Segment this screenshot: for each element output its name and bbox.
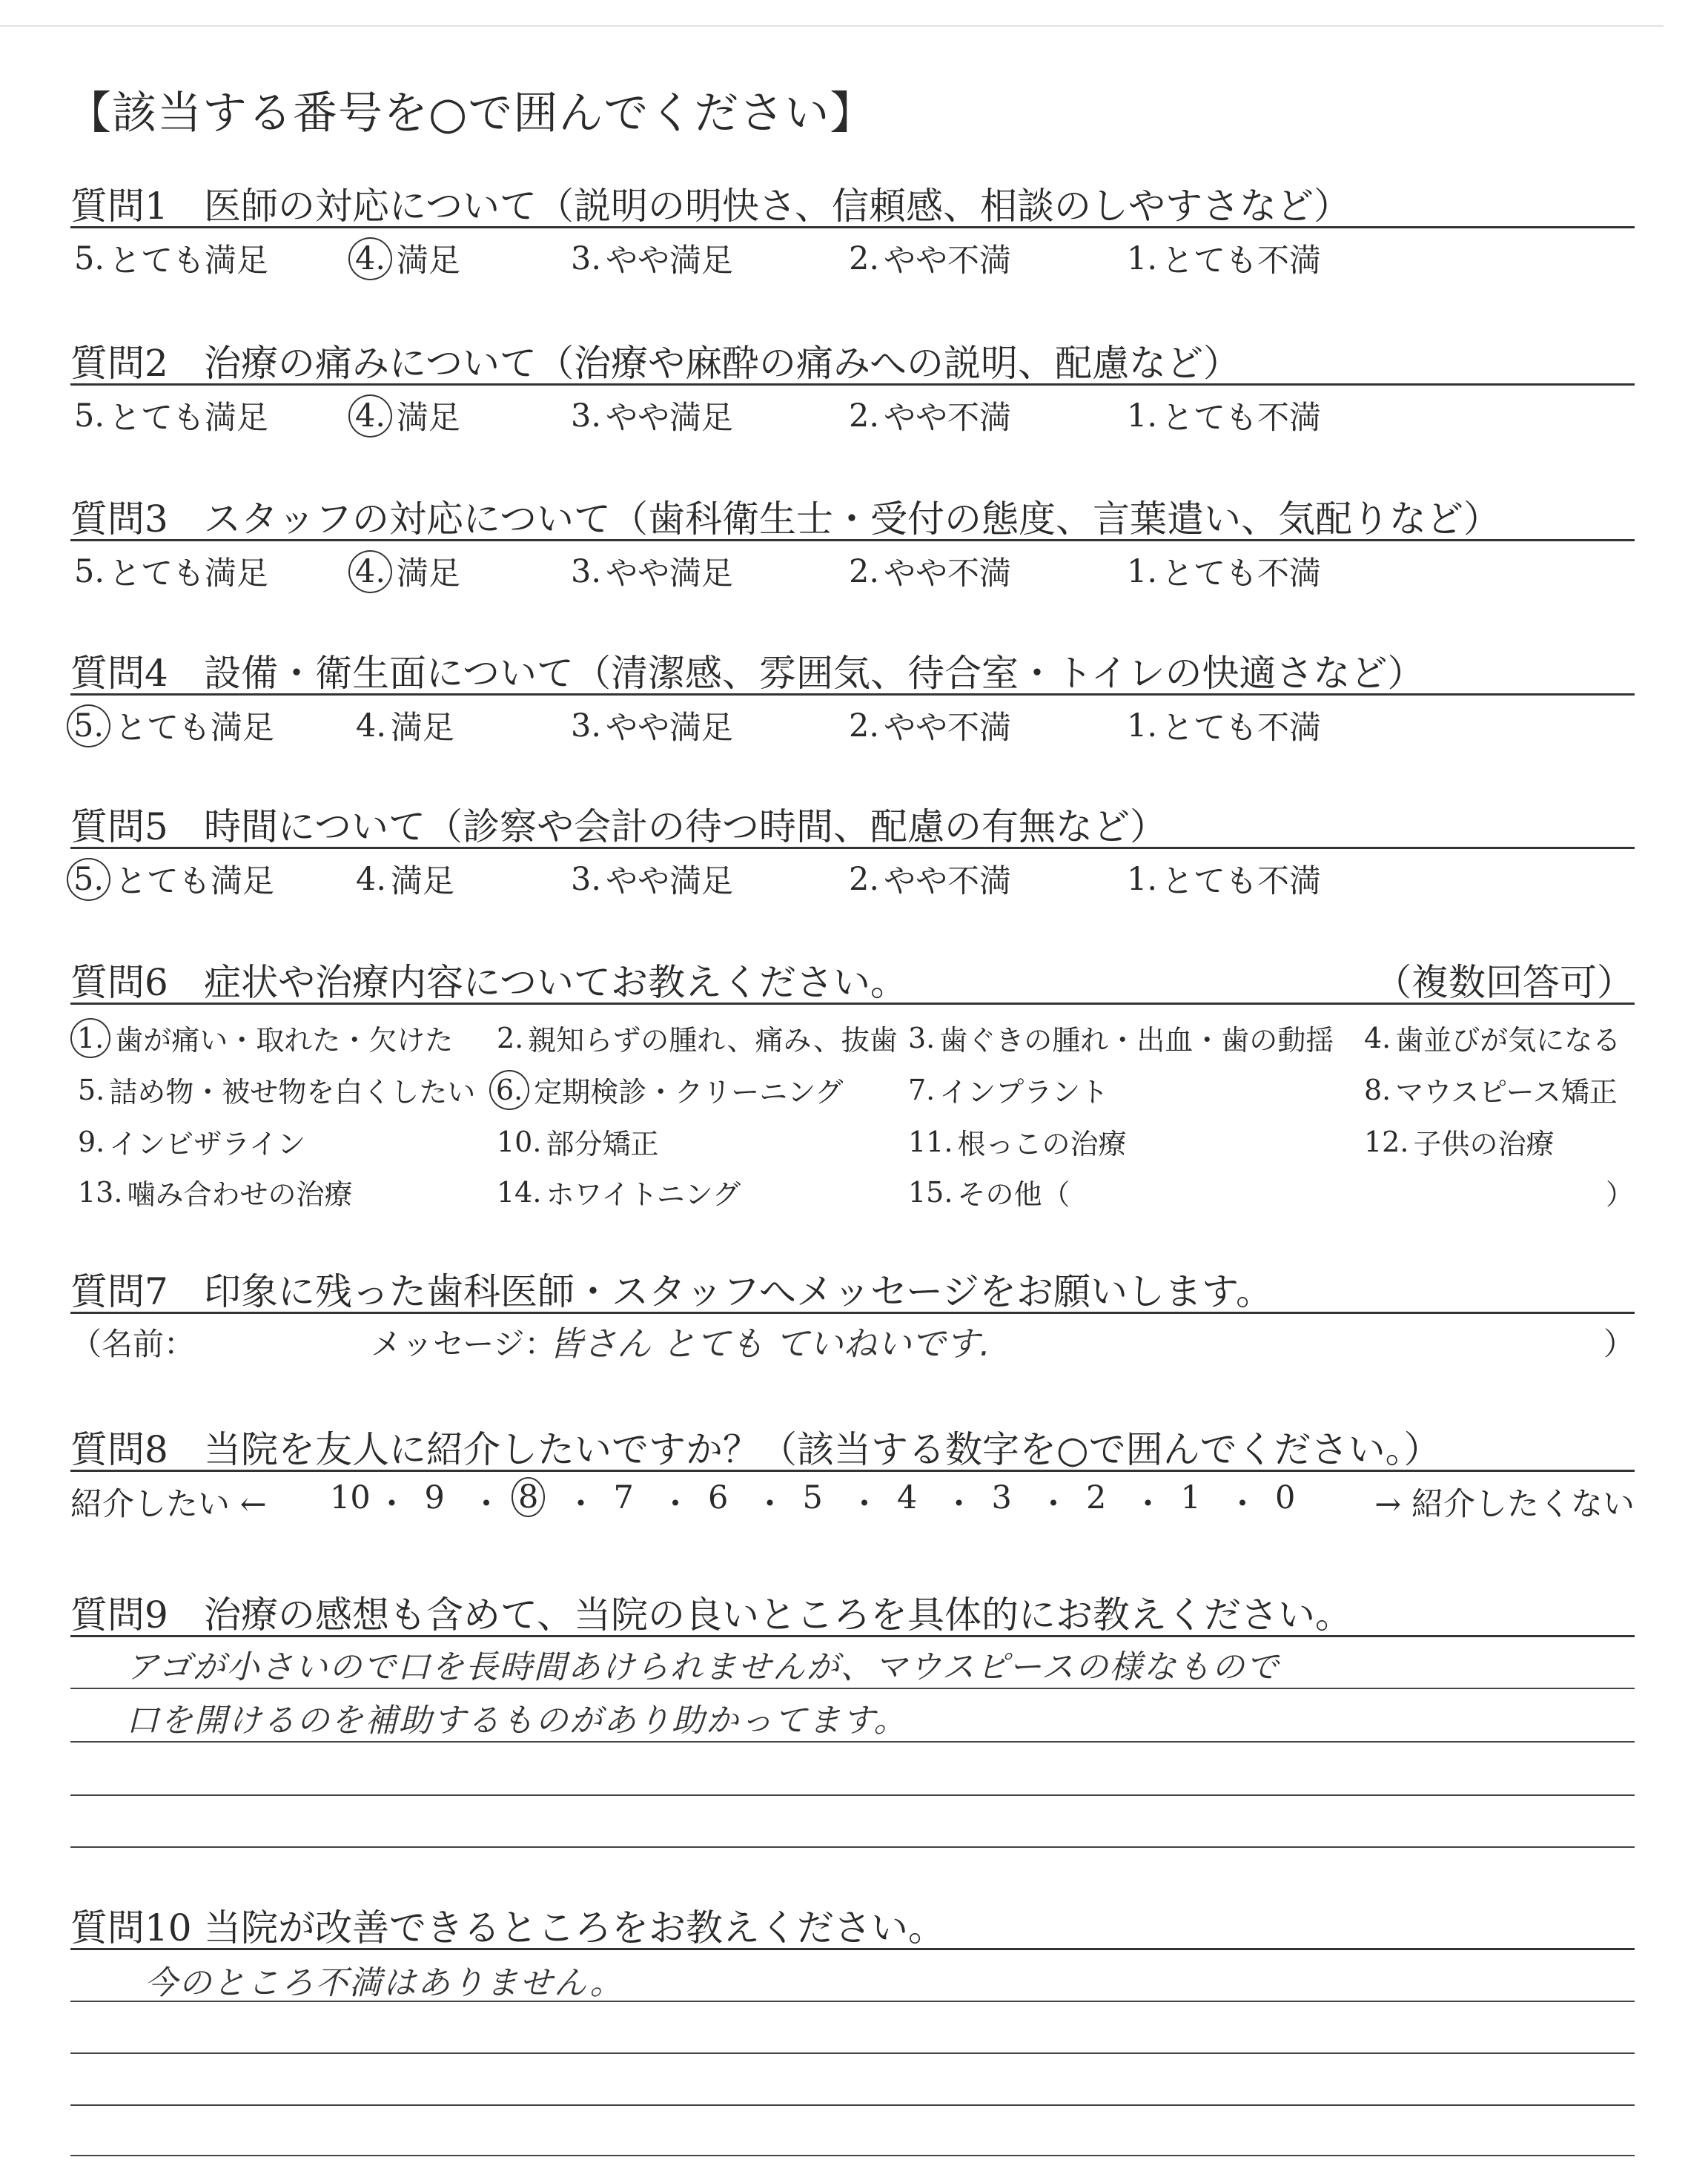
rating-options-q1 bbox=[0, 236, 1708, 280]
option-label: とても不満 bbox=[1162, 242, 1322, 280]
message-label: メッセージ： bbox=[371, 1326, 556, 1362]
option-number: 5. bbox=[74, 240, 105, 277]
scale-value[interactable]: 0 bbox=[1275, 1479, 1296, 1516]
option-number: 1. bbox=[1127, 860, 1158, 898]
rating-option[interactable] bbox=[74, 236, 268, 281]
option-number: 2. bbox=[849, 552, 880, 590]
scale-value[interactable]: 9 bbox=[424, 1479, 445, 1516]
option-number: 11. bbox=[908, 1125, 953, 1158]
question-2 bbox=[70, 334, 1240, 387]
answer-rule bbox=[70, 2052, 1635, 2054]
symptom-option[interactable] bbox=[1364, 1121, 1554, 1162]
scale-value[interactable]: 8 bbox=[512, 1477, 545, 1517]
option-label: 部分矯正 bbox=[546, 1128, 659, 1160]
option-number: 10. bbox=[497, 1125, 542, 1158]
scale-separator: ・ bbox=[1132, 1486, 1164, 1523]
option-label: やや不満 bbox=[884, 242, 1012, 280]
question-6 bbox=[70, 953, 907, 1006]
option-number: 13. bbox=[78, 1175, 123, 1209]
answer-rule bbox=[70, 2104, 1635, 2106]
rating-option[interactable] bbox=[74, 703, 274, 748]
question-number: 質問9 bbox=[70, 1593, 168, 1636]
question-number: 質問6 bbox=[70, 961, 168, 1004]
answer-rule bbox=[70, 2155, 1635, 2156]
rating-option[interactable] bbox=[849, 549, 1011, 594]
option-number: 1. bbox=[1127, 240, 1158, 277]
symptom-option[interactable] bbox=[78, 1017, 453, 1058]
answer-rule bbox=[70, 1794, 1635, 1796]
q10-answer-line-1: 今のところ不満はありません。 bbox=[145, 1964, 624, 2002]
option-label: 満足 bbox=[397, 555, 461, 592]
question-5 bbox=[70, 797, 1167, 851]
question-number: 質問7 bbox=[70, 1270, 168, 1313]
question-number: 質問4 bbox=[70, 652, 168, 695]
question-text: 印象に残った歯科医師・スタッフへメッセージをお願いします。 bbox=[204, 1270, 1273, 1313]
question-text: スタッフの対応について（歯科衛生士・受付の態度、言葉遣い、気配りなど） bbox=[204, 498, 1500, 541]
rating-option[interactable] bbox=[356, 393, 460, 438]
message-value: 皆さん とても ていねいです. bbox=[549, 1324, 990, 1364]
option-label: とても不満 bbox=[1162, 863, 1322, 900]
option-number: 3. bbox=[571, 860, 602, 898]
question-text: 時間について（診察や会計の待つ時間、配慮の有無など） bbox=[204, 805, 1167, 848]
symptom-option[interactable] bbox=[78, 1172, 352, 1212]
option-number: 5. bbox=[74, 552, 105, 590]
question-text: 症状や治療内容についてお教えください。 bbox=[204, 961, 907, 1004]
option-label: 歯並びが気になる bbox=[1395, 1024, 1621, 1057]
question-number: 質問10 bbox=[70, 1906, 192, 1949]
option-number: 2. bbox=[497, 1021, 524, 1054]
scan-edge bbox=[0, 25, 1664, 27]
scale-separator: ・ bbox=[565, 1486, 597, 1523]
question-rule bbox=[70, 1470, 1635, 1472]
question-number: 質問5 bbox=[70, 805, 168, 848]
symptom-option[interactable] bbox=[908, 1121, 1126, 1162]
symptom-option[interactable] bbox=[497, 1017, 898, 1058]
rating-option[interactable] bbox=[356, 856, 454, 902]
message-row bbox=[70, 1320, 1635, 1364]
option-label: とても不満 bbox=[1162, 400, 1322, 437]
option-label: 満足 bbox=[391, 863, 455, 900]
symptom-option[interactable] bbox=[78, 1121, 305, 1162]
option-number: 3. bbox=[908, 1021, 936, 1054]
question-number: 質問2 bbox=[70, 342, 168, 385]
question-rule bbox=[70, 847, 1635, 849]
option-number: 5. bbox=[74, 397, 105, 435]
option-number: 5. bbox=[67, 704, 110, 747]
rating-option[interactable] bbox=[1127, 393, 1321, 438]
other-close-paren: ） bbox=[1605, 1178, 1634, 1211]
rating-options-q2 bbox=[0, 393, 1708, 437]
option-number: 4. bbox=[348, 550, 392, 593]
rating-option[interactable] bbox=[74, 549, 268, 594]
option-label: とても満足 bbox=[115, 863, 275, 900]
option-label: とても満足 bbox=[109, 242, 269, 280]
scale-separator: ・ bbox=[1226, 1486, 1259, 1523]
answer-rule bbox=[70, 2001, 1635, 2002]
option-label: 根っこの治療 bbox=[957, 1128, 1127, 1160]
option-label: とても満足 bbox=[115, 710, 275, 747]
option-label: その他（ bbox=[957, 1178, 1070, 1211]
rating-option[interactable] bbox=[571, 549, 733, 594]
option-label: やや満足 bbox=[606, 710, 734, 747]
scale-value[interactable]: 4 bbox=[897, 1479, 918, 1516]
rating-options-q4 bbox=[0, 703, 1708, 747]
rating-option[interactable] bbox=[1127, 703, 1321, 748]
symptom-option[interactable] bbox=[1364, 1017, 1621, 1058]
answer-rule bbox=[70, 1741, 1635, 1743]
question-8 bbox=[70, 1420, 1441, 1473]
option-number: 1. bbox=[1127, 552, 1158, 590]
option-label: やや満足 bbox=[606, 863, 734, 900]
option-number: 5. bbox=[67, 858, 110, 901]
option-label: 詰め物・被せ物を白くしたい bbox=[109, 1076, 476, 1109]
symptom-option[interactable] bbox=[1364, 1069, 1618, 1110]
option-label: やや満足 bbox=[606, 400, 734, 437]
question-rule bbox=[70, 383, 1635, 386]
option-label: とても満足 bbox=[109, 555, 269, 592]
rating-option[interactable] bbox=[1127, 856, 1321, 902]
option-label: 親知らずの腫れ、痛み、抜歯 bbox=[528, 1024, 898, 1057]
question-rule bbox=[70, 1948, 1635, 1950]
scale-value[interactable]: 1 bbox=[1180, 1479, 1201, 1516]
q9-answer-line-1: アゴが小さいので口を長時間あけられませんが、マウスピースの様なもので bbox=[126, 1648, 1280, 1686]
option-label: やや満足 bbox=[606, 555, 734, 592]
rating-option[interactable] bbox=[849, 856, 1011, 902]
option-label: やや不満 bbox=[884, 400, 1012, 437]
question-3 bbox=[70, 489, 1500, 543]
question-rule bbox=[70, 1003, 1635, 1005]
question-1 bbox=[70, 176, 1351, 230]
option-number: 1. bbox=[70, 1018, 110, 1058]
answer-rule bbox=[70, 1846, 1635, 1848]
question-rule bbox=[70, 693, 1635, 696]
scale-value[interactable]: 5 bbox=[802, 1479, 823, 1516]
rating-option[interactable] bbox=[1127, 236, 1321, 281]
option-number: 7. bbox=[908, 1073, 936, 1106]
question-10 bbox=[70, 1898, 945, 1952]
symptom-option[interactable] bbox=[497, 1069, 844, 1110]
question-number: 質問1 bbox=[70, 185, 168, 228]
rating-option[interactable] bbox=[356, 236, 460, 281]
symptom-option[interactable] bbox=[78, 1069, 475, 1110]
option-label: とても不満 bbox=[1162, 555, 1322, 592]
symptom-option[interactable] bbox=[497, 1121, 658, 1162]
question-4 bbox=[70, 644, 1425, 697]
option-number: 4. bbox=[356, 707, 387, 744]
question-text: 設備・衛生面について（清潔感、雰囲気、待合室・トイレの快適さなど） bbox=[204, 652, 1425, 695]
question-text: 当院が改善できるところをお教えください。 bbox=[204, 1906, 945, 1949]
option-label: 定期検診・クリーニング bbox=[534, 1076, 844, 1109]
option-number: 2. bbox=[849, 707, 880, 744]
scale-separator: ・ bbox=[470, 1486, 503, 1523]
question-text: 当院を友人に紹介したいですか？（該当する数字を○で囲んでください。） bbox=[204, 1428, 1441, 1471]
option-number: 5. bbox=[78, 1073, 105, 1106]
scale-value[interactable]: 10 bbox=[330, 1479, 371, 1516]
option-label: 子供の治療 bbox=[1413, 1128, 1555, 1160]
symptom-option[interactable] bbox=[908, 1069, 1108, 1110]
option-number: 3. bbox=[571, 552, 602, 590]
option-label: 歯が痛い・取れた・欠けた bbox=[115, 1024, 454, 1057]
rating-options-q3 bbox=[0, 549, 1708, 593]
rating-option[interactable] bbox=[74, 856, 274, 902]
option-number: 6. bbox=[489, 1070, 529, 1110]
scale-value[interactable]: 3 bbox=[991, 1479, 1012, 1516]
scale-separator: ・ bbox=[1037, 1486, 1070, 1523]
option-number: 12. bbox=[1364, 1125, 1409, 1158]
question-number: 質問8 bbox=[70, 1428, 168, 1471]
question-rule bbox=[70, 226, 1635, 228]
q9-answer-line-2: 口を開けるのを補助するものがあり助かってます。 bbox=[126, 1702, 908, 1740]
option-label: やや不満 bbox=[884, 555, 1012, 592]
question-rule bbox=[70, 1312, 1635, 1314]
option-label: とても満足 bbox=[109, 400, 269, 437]
scale-left-label: 紹介したい ← bbox=[70, 1486, 267, 1523]
scale-separator: ・ bbox=[943, 1486, 975, 1523]
option-label: 満足 bbox=[397, 242, 461, 280]
question-9 bbox=[70, 1585, 1352, 1639]
rating-option[interactable] bbox=[571, 703, 733, 748]
question-text: 医師の対応について（説明の明快さ、信頼感、相談のしやすさなど） bbox=[204, 185, 1351, 228]
scale-right-label: → 紹介したくない bbox=[1374, 1486, 1635, 1523]
rating-option[interactable] bbox=[1127, 549, 1321, 594]
scale-separator: ・ bbox=[659, 1486, 692, 1523]
symptom-option[interactable] bbox=[497, 1172, 741, 1212]
question-number: 質問3 bbox=[70, 498, 168, 541]
rating-option[interactable] bbox=[571, 856, 733, 902]
multiple-answers-note: （複数回答可） bbox=[1374, 961, 1634, 1004]
question-7 bbox=[70, 1262, 1273, 1315]
option-number: 4. bbox=[348, 237, 392, 280]
option-number: 4. bbox=[356, 860, 387, 898]
scale-value[interactable]: 6 bbox=[708, 1479, 729, 1516]
option-label: 満足 bbox=[391, 710, 455, 747]
rating-option[interactable] bbox=[571, 236, 733, 281]
option-number: 4. bbox=[348, 394, 392, 437]
option-label: やや不満 bbox=[884, 710, 1012, 747]
name-label: （名前： bbox=[70, 1326, 196, 1362]
option-label: 歯ぐきの腫れ・出血・歯の動揺 bbox=[939, 1024, 1334, 1057]
option-label: インプラント bbox=[939, 1076, 1109, 1109]
rating-option[interactable] bbox=[849, 393, 1011, 438]
question-rule bbox=[70, 539, 1635, 541]
scale-value[interactable]: 7 bbox=[613, 1479, 634, 1516]
scale-separator: ・ bbox=[754, 1486, 786, 1523]
option-number: 1. bbox=[1127, 397, 1158, 435]
rating-options-q5 bbox=[0, 856, 1708, 901]
option-number: 4. bbox=[1364, 1021, 1391, 1054]
option-number: 14. bbox=[497, 1175, 542, 1209]
rating-option[interactable] bbox=[849, 236, 1011, 281]
option-number: 9. bbox=[78, 1125, 105, 1158]
option-number: 2. bbox=[849, 240, 880, 277]
recommend-scale bbox=[70, 1479, 1635, 1524]
question-rule bbox=[70, 1635, 1635, 1637]
symptom-option[interactable] bbox=[908, 1172, 1070, 1212]
question-text: 治療の痛みについて（治療や麻酔の痛みへの説明、配慮など） bbox=[204, 342, 1240, 385]
option-number: 3. bbox=[571, 707, 602, 744]
scale-separator: ・ bbox=[848, 1486, 881, 1523]
rating-option[interactable] bbox=[571, 393, 733, 438]
option-number: 2. bbox=[849, 860, 880, 898]
form-header: 【該当する番号を○で囲んでください】 bbox=[67, 87, 875, 139]
scale-separator: ・ bbox=[376, 1486, 408, 1523]
option-number: 2. bbox=[849, 397, 880, 435]
option-label: やや満足 bbox=[606, 242, 734, 280]
option-label: 満足 bbox=[397, 400, 461, 437]
question-text: 治療の感想も含めて、当院の良いところを具体的にお教えください。 bbox=[204, 1593, 1352, 1636]
option-label: インビザライン bbox=[109, 1128, 306, 1160]
scale-value[interactable]: 2 bbox=[1086, 1479, 1107, 1516]
answer-rule bbox=[70, 1688, 1635, 1689]
rating-option[interactable] bbox=[356, 703, 454, 748]
rating-option[interactable] bbox=[356, 549, 460, 594]
symptom-option[interactable] bbox=[908, 1017, 1334, 1058]
option-label: 噛み合わせの治療 bbox=[127, 1178, 353, 1211]
option-number: 8. bbox=[1364, 1073, 1391, 1106]
option-label: マウスピース矯正 bbox=[1395, 1076, 1618, 1109]
message-close-paren: ） bbox=[1603, 1326, 1635, 1362]
rating-option[interactable] bbox=[74, 393, 268, 438]
option-number: 15. bbox=[908, 1175, 953, 1209]
option-label: ホワイトニング bbox=[546, 1178, 741, 1211]
option-number: 1. bbox=[1127, 707, 1158, 744]
option-label: とても不満 bbox=[1162, 710, 1322, 747]
option-number: 3. bbox=[571, 240, 602, 277]
option-label: やや不満 bbox=[884, 863, 1012, 900]
rating-option[interactable] bbox=[849, 703, 1011, 748]
option-number: 3. bbox=[571, 397, 602, 435]
